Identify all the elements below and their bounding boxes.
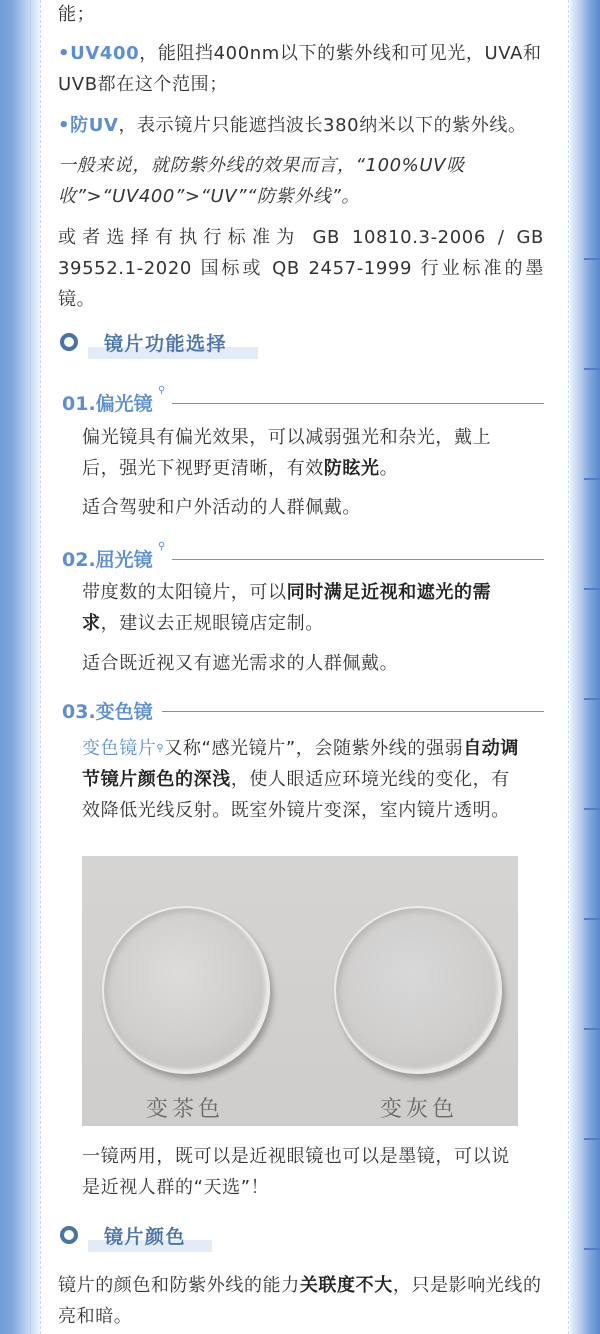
anti-uv-text: ，表示镜片只能遮挡波长380纳米以下的紫外线。 <box>118 115 527 136</box>
polarized-title: 01.偏光镜 <box>62 393 153 415</box>
uv400-tag: •UV400 <box>58 43 140 64</box>
tea-tint-lens <box>102 906 270 1074</box>
lens-photo <box>82 856 518 1126</box>
divider <box>162 711 544 712</box>
photochromic-end: ，使人眼适应环境光线的变化，有效降低光线反射。既室外镜片变深，室内镜片透明。 <box>82 769 510 821</box>
frame-divider-right <box>568 0 570 1334</box>
left-border-decoration <box>0 0 40 1334</box>
color-end: ，只是影响光线的亮和暗。 <box>58 1275 542 1327</box>
photochromic-paragraph <box>82 733 522 826</box>
general-note: 一般来说，就防紫外线的效果而言，“100%UV吸收”>“UV400”>“UV”“防紫外线”。 <box>58 155 465 207</box>
subheading-photochromic <box>62 697 544 723</box>
color-text: 镜片的颜色和防紫外线的能力 <box>58 1275 300 1296</box>
ring-bullet-icon <box>60 1226 78 1244</box>
magnifier-icon[interactable]: ⚲ <box>158 385 166 396</box>
uv400-paragraph <box>58 38 544 100</box>
myopia-text: 带度数的太阳镜片，可以 <box>82 582 287 603</box>
photochromic-highlight: 自动调节镜片颜色的深浅 <box>82 738 520 790</box>
frame-divider-left <box>40 0 42 1334</box>
polarized-text: 偏光镜具有偏光效果，可以减弱强光和杂光，戴上后，强光下视野更清晰，有效 <box>82 427 492 479</box>
polarized-highlight: 防眩光 <box>323 458 380 479</box>
myopia-title: 02.屈光镜 <box>62 549 153 571</box>
photo-label-tea: 变茶色 <box>146 1097 225 1122</box>
divider <box>172 403 544 404</box>
photochromic-summary: 一镜两用，既可以是近视眼镜也可以是墨镜，可以说是近视人群的“天选”！ <box>82 1146 510 1198</box>
myopia-audience: 适合既近视又有遮光需求的人群佩戴。 <box>82 653 399 674</box>
color-paragraph <box>58 1270 544 1332</box>
section-title-color: 镜片颜色 <box>104 1225 187 1248</box>
anti-uv-tag: •防UV <box>58 115 119 136</box>
standard-note: 或者选择有执行标准为 GB 10810.3-2006 / GB 39552.1-2020 国标或 QB 2457-1999 行业标准的墨镜。 <box>58 227 544 310</box>
myopia-highlight: 同时满足近视和遮光的需求 <box>82 582 492 634</box>
section-heading-function <box>60 327 227 357</box>
polarized-paragraph <box>82 422 522 484</box>
subheading-myopia <box>62 541 544 571</box>
polarized-end: 。 <box>379 458 399 479</box>
divider <box>172 559 544 560</box>
ring-bullet-icon <box>60 333 78 351</box>
intro-tail: 能； <box>58 4 96 25</box>
gray-tint-lens <box>334 906 502 1074</box>
photo-label-gray: 变灰色 <box>380 1097 459 1122</box>
myopia-end: ，建议去正规眼镜店定制。 <box>100 613 324 634</box>
anti-uv-paragraph <box>58 110 544 141</box>
subheading-polarized <box>62 385 544 415</box>
photochromic-search-link[interactable]: 变色镜片 <box>82 738 157 759</box>
magnifier-icon[interactable]: ⚲ <box>156 743 165 754</box>
uv400-text: ，能阻挡400nm以下的紫外线和可见光，UVA和UVB都在这个范围； <box>58 43 542 95</box>
section-heading-color <box>60 1220 186 1250</box>
section-title-function: 镜片功能选择 <box>104 332 228 355</box>
magnifier-icon[interactable]: ⚲ <box>158 541 166 552</box>
right-border-decoration <box>570 0 600 1334</box>
photochromic-title: 03.变色镜 <box>62 701 153 723</box>
polarized-audience: 适合驾驶和户外活动的人群佩戴。 <box>82 497 361 518</box>
color-highlight: 关联度不大 <box>299 1275 393 1296</box>
photochromic-text: 又称“感光镜片”，会随紫外线的强弱 <box>164 738 464 759</box>
myopia-paragraph <box>82 577 522 639</box>
